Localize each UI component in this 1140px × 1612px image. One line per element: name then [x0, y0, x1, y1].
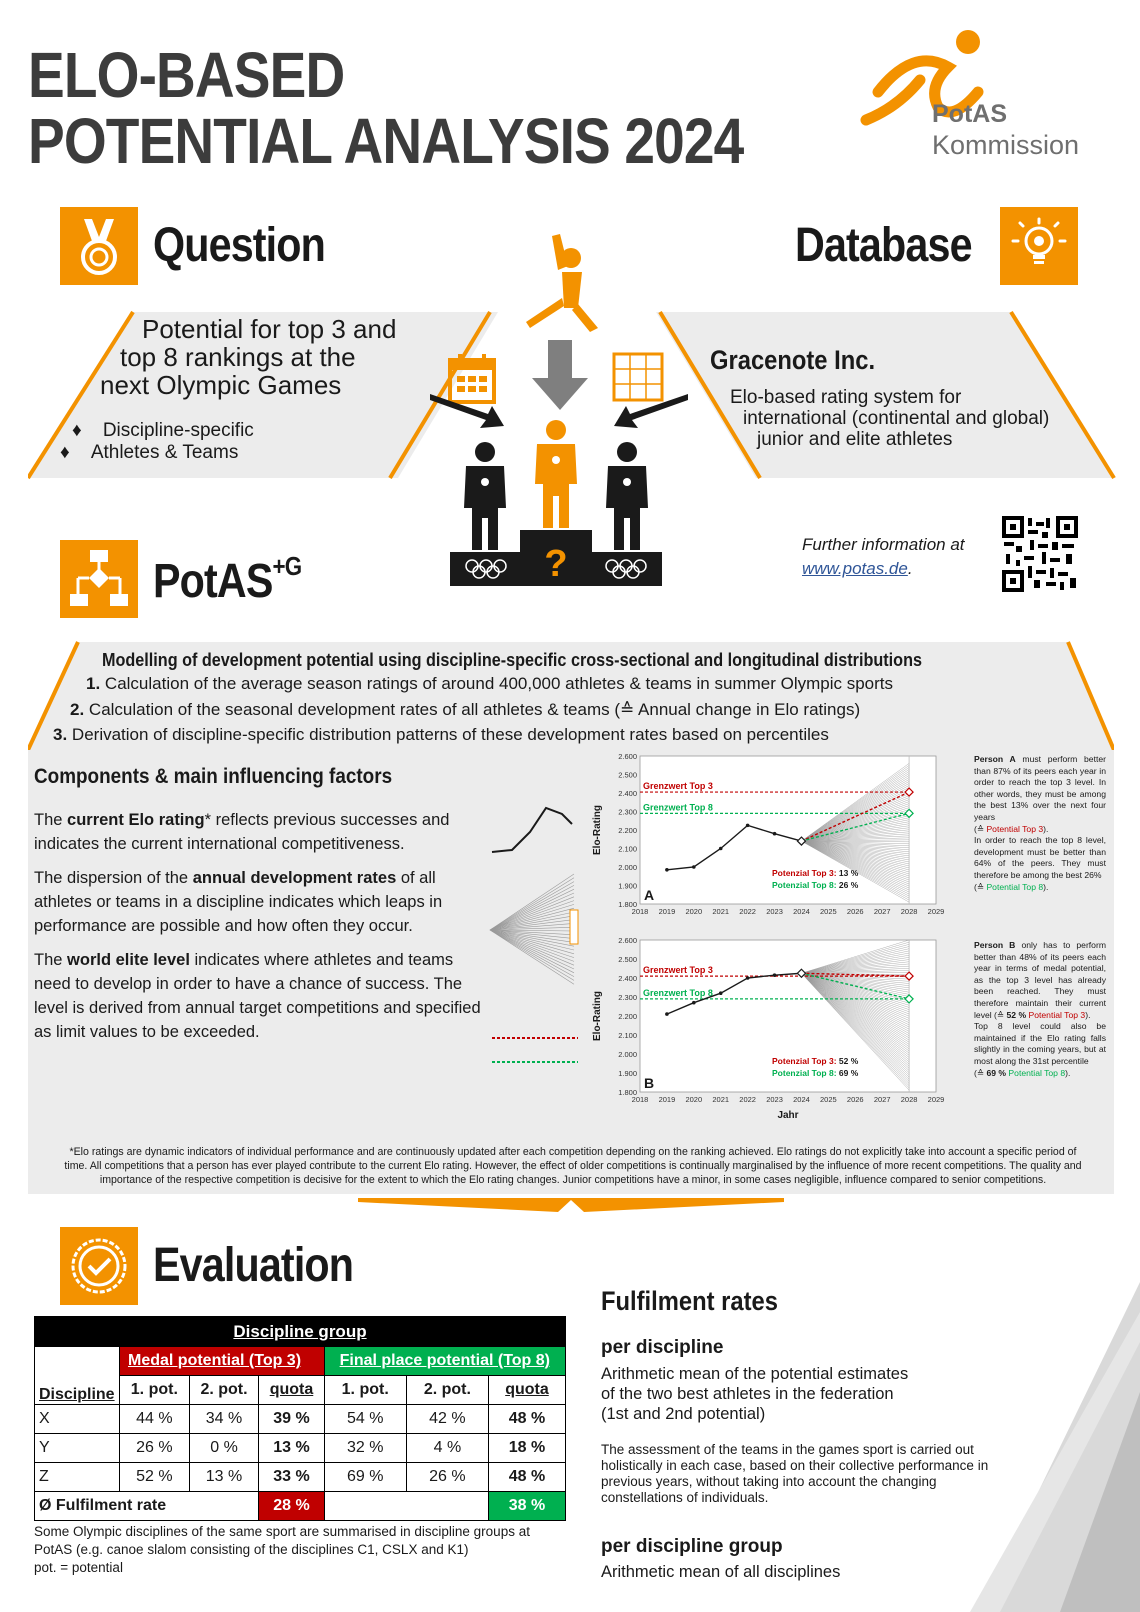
y-tick-label: 2.200 — [618, 826, 637, 835]
number-grid-icon — [614, 354, 662, 400]
cell: 26 % — [120, 1434, 190, 1463]
per-group-text: Arithmetic mean of all disciplines — [601, 1563, 841, 1581]
mini-threshold-icon — [490, 1030, 580, 1070]
cell: 39 % — [259, 1405, 324, 1434]
database-text — [730, 387, 1049, 450]
cell: 32 % — [324, 1434, 406, 1463]
question-line3: next Olympic Games — [100, 370, 342, 400]
database-heading: Database — [795, 219, 972, 272]
discipline-header: Discipline — [35, 1347, 120, 1405]
elo-point — [692, 1001, 696, 1005]
database-company: Gracenote Inc. — [710, 345, 876, 375]
person-b-text — [974, 940, 1106, 1079]
person-a-t2-post: ). — [1043, 823, 1049, 834]
fulfilment-final: 38 % — [488, 1492, 565, 1521]
evaluation-note — [34, 1523, 564, 1577]
page-title — [28, 39, 744, 177]
col-header: quota — [259, 1376, 324, 1405]
cell: 13 % — [189, 1463, 259, 1492]
question-bullets — [60, 420, 254, 464]
potas-heading-main: PotAS — [153, 555, 273, 608]
mini-elo-line-icon — [490, 802, 580, 862]
panel-label: A — [644, 887, 655, 903]
x-tick-label: 2021 — [712, 1095, 730, 1104]
mini-fan-line — [490, 904, 574, 930]
y-tick-label: 2.300 — [618, 807, 637, 817]
cell: 33 % — [259, 1463, 324, 1492]
modelling-heading: Modelling of development potential using discipline-specific cross-sectional and longitudinal distributions — [102, 650, 922, 670]
p1-a: The — [34, 811, 68, 829]
table-row — [35, 1463, 566, 1492]
cell: 52 % — [120, 1463, 190, 1492]
athlete-icon — [526, 234, 598, 332]
person-a-text — [974, 754, 1106, 893]
x-tick-label: 2027 — [873, 1095, 891, 1104]
evaluation-table-wrap — [34, 1316, 566, 1521]
elo-point — [746, 824, 750, 828]
mini-fan-line — [490, 930, 574, 961]
person-b-t1: only has to perform better than 48% of its peers each year in terms of medal potential, as the top 3 level has already been reached. They must therefore maintain their current level (≙ — [974, 940, 1106, 1020]
mini-fan-line — [490, 930, 574, 969]
medal-icon — [68, 215, 130, 277]
components-panel-bottom — [28, 1190, 1114, 1220]
cell: 54 % — [324, 1405, 406, 1434]
cell: 69 % — [324, 1463, 406, 1492]
database-line1: Elo-based rating system for — [730, 387, 962, 408]
step-text: Calculation of the seasonal development rates of all athletes & teams (≙ Annual change in Elo ratings) — [88, 700, 861, 719]
threshold-top8-label: Grenzwert Top 8 — [643, 802, 713, 813]
y-tick-label: 2.000 — [618, 1050, 637, 1059]
footnote: *Elo ratings are dynamic indicators of individual performance and are continuously updated after each competition depending on the ranking achieved. Elo ratings do not explicitly take into account a specific period of time. All competitions that a person has ever played contribute to the current Elo rating. However, the effect of older competitions is continually marginalised by the influence of more recent competitions. The quality and importance of the respective competition is decisive for the extent to which the Elo rating changes. Junior competitions have a minor, in some cases negligible, influence compared to senior competitions. — [64, 1146, 1082, 1186]
person-b-t1-hl: Potential Top 3 — [1026, 1009, 1086, 1020]
y-tick-label: 1.800 — [618, 900, 637, 909]
cell: 48 % — [488, 1405, 565, 1434]
bullet-text: Athletes & Teams — [90, 442, 239, 463]
person-a-t2-hl: Potential Top 3 — [986, 823, 1044, 834]
modelling-step — [70, 700, 860, 720]
mini-fan-line — [490, 930, 574, 954]
y-tick-label: 2.300 — [618, 993, 637, 1002]
potential-top3-label: Potenzial Top 3: 52 % — [772, 1056, 859, 1066]
person-b-t3-pre: (≙ — [974, 1067, 987, 1078]
potas-heading-sup: +G — [272, 551, 302, 581]
x-tick-label: 2020 — [685, 907, 703, 916]
elo-point — [665, 1012, 669, 1016]
podium-question-mark: ? — [544, 543, 568, 585]
lightbulb-icon-box — [1000, 207, 1078, 285]
cell: 13 % — [259, 1434, 324, 1463]
y-axis-label: Elo-Rating — [592, 805, 603, 855]
logo-potas: PotAS — [932, 100, 1007, 128]
evaluation-note1: Some Olympic disciplines of the same sport are summarised in discipline groups at PotAS (e.g. canoe slalom consisting of the disciplines C1, CSLX and K1) — [34, 1524, 530, 1557]
x-tick-label: 2024 — [793, 1095, 810, 1104]
bullet-text: Discipline-specific — [102, 420, 254, 441]
mini-fan-icon — [488, 870, 584, 990]
empty-cell — [324, 1492, 488, 1521]
x-tick-label: 2025 — [820, 1095, 837, 1104]
evaluation-note2: pot. = potential — [34, 1560, 123, 1575]
evaluation-table — [34, 1316, 566, 1521]
person-b-t1-post: ). — [1085, 1009, 1091, 1020]
y-tick-label: 2.400 — [618, 789, 637, 798]
potas-heading — [153, 551, 301, 609]
fulfilment-label: Ø Fulfilment rate — [35, 1492, 259, 1521]
y-tick-label: 2.000 — [618, 863, 637, 872]
x-tick-label: 2018 — [631, 1095, 649, 1104]
x-tick-label: 2022 — [739, 1095, 756, 1104]
elo-point — [746, 976, 750, 980]
person-b-t3-post: ). — [1065, 1067, 1071, 1078]
table-header-row — [35, 1347, 566, 1376]
x-axis-label: Jahr — [777, 1110, 799, 1121]
y-tick-label: 2.500 — [618, 955, 637, 964]
link-dot: . — [907, 559, 913, 578]
cell: 26 % — [406, 1463, 488, 1492]
y-tick-label: 2.200 — [618, 1012, 637, 1021]
threshold-top3-label: Grenzwert Top 3 — [643, 965, 713, 976]
p3-b: world elite level — [67, 951, 190, 969]
step-number: 2. — [70, 700, 85, 719]
potential-top8-label: Potenzial Top 8: 26 % — [772, 880, 859, 890]
question-line2: top 8 rankings at the — [120, 342, 356, 372]
p2-b: annual development rates — [192, 869, 397, 887]
database-line3: junior and elite athletes — [757, 429, 953, 450]
mini-fan-line — [490, 901, 574, 930]
cell: 48 % — [488, 1463, 565, 1492]
cell: Y — [35, 1434, 120, 1463]
cell: 4 % — [406, 1434, 488, 1463]
x-tick-label: 2028 — [900, 1095, 918, 1104]
person-a-t2-pre: (≙ — [974, 823, 987, 834]
person-a-t3: In order to reach the top 8 level, development must be better than 64% of the peers. They must therefore be among the best 26% — [974, 835, 1106, 880]
x-tick-label: 2029 — [927, 907, 945, 916]
person-b-t3-hl: Potential Top 8 — [1006, 1067, 1066, 1078]
down-arrow-icon — [532, 340, 588, 410]
components-text — [34, 808, 482, 1044]
checkmark-badge-icon — [68, 1235, 130, 1297]
potential-top8-value: 69 % — [838, 1068, 859, 1078]
person-b-t1-bold: 52 % — [1006, 1009, 1027, 1020]
question-heading: Question — [153, 219, 326, 272]
modelling-step — [86, 674, 893, 694]
page-title-line1: ELO-BASED — [28, 39, 345, 111]
potential-top8-value: 26 % — [838, 880, 859, 890]
center-graphic — [430, 228, 710, 598]
threshold-top3-label: Grenzwert Top 3 — [643, 781, 713, 792]
cell: 18 % — [488, 1434, 565, 1463]
step-text: Derivation of discipline-specific distribution patterns of these development rates based on percentiles — [71, 725, 829, 744]
person-a-t1: must perform better than 87% of its peers each year in order to reach the top 3 level. In other words, they must be among the best 13% over the next four years — [974, 754, 1106, 822]
per-discipline-text — [601, 1364, 908, 1424]
elo-point — [692, 865, 696, 869]
pd-line1: Arithmetic mean of the potential estimates — [601, 1365, 909, 1383]
chart-b — [592, 932, 952, 1132]
checkmark-badge-icon-box — [60, 1227, 138, 1305]
component-p3 — [34, 948, 482, 1044]
col-header: 1. pot. — [324, 1376, 406, 1405]
table-header-row — [35, 1317, 566, 1347]
lightbulb-icon — [1008, 215, 1070, 277]
p1-b: current Elo rating — [67, 811, 205, 829]
y-tick-label: 1.900 — [618, 1069, 637, 1078]
x-tick-label: 2028 — [900, 907, 918, 916]
flowchart-icon — [68, 548, 130, 610]
mini-fan-line — [490, 930, 574, 965]
elo-point — [719, 991, 723, 995]
person-a-t4-post: ). — [1043, 881, 1049, 892]
elo-point — [773, 832, 777, 836]
p2-c: of all athletes or teams in a discipline indicates which leaps in performance are possible and how often they occur. — [34, 869, 443, 935]
x-tick-label: 2029 — [927, 1095, 945, 1104]
cell: 44 % — [120, 1405, 190, 1434]
cell: Z — [35, 1463, 120, 1492]
x-tick-label: 2018 — [631, 907, 649, 916]
fulfilment-medal: 28 % — [259, 1492, 324, 1521]
x-tick-label: 2019 — [658, 1095, 676, 1104]
col-header: 2. pot. — [189, 1376, 259, 1405]
step-number: 1. — [86, 674, 101, 693]
qr-code-icon[interactable] — [1002, 516, 1078, 592]
mini-fan-box — [570, 910, 578, 944]
panel-label: B — [644, 1075, 655, 1091]
medal-icon-box — [60, 207, 138, 285]
potential-top3-value: 13 % — [838, 868, 859, 878]
components-heading: Components & main influencing factors — [34, 765, 393, 788]
threshold-top8-label: Grenzwert Top 8 — [643, 987, 713, 998]
pd-line2: of the two best athletes in the federation — [601, 1385, 894, 1403]
elo-point — [665, 868, 669, 872]
potas-link[interactable]: www.potas.de — [802, 559, 908, 578]
step-number: 3. — [53, 725, 68, 744]
x-tick-label: 2024 — [793, 907, 810, 916]
p3-c: indicates where athletes and teams need to develop in order to have a chance of success. The level is derived from annual target competitions and specified as limit values to be exceeded. — [34, 951, 481, 1041]
question-text — [60, 315, 396, 399]
cell: 34 % — [189, 1405, 259, 1434]
p3-a: The — [34, 951, 68, 969]
x-tick-label: 2022 — [739, 907, 756, 916]
p2-a: The dispersion of the — [34, 869, 193, 887]
col-header: 2. pot. — [406, 1376, 488, 1405]
y-tick-label: 2.600 — [618, 936, 637, 945]
y-tick-label: 2.100 — [618, 1031, 637, 1040]
y-tick-label: 2.100 — [618, 844, 637, 854]
per-discipline-heading: per discipline — [601, 1337, 724, 1358]
pd-line3: (1st and 2nd potential) — [601, 1405, 766, 1423]
elo-point — [773, 973, 777, 977]
mini-fan-line — [490, 885, 574, 930]
p1-c: * reflects previous successes and indicates the current international competitiveness. — [34, 811, 450, 853]
logo-kommission: Kommission — [932, 130, 1080, 160]
cell: 0 % — [189, 1434, 259, 1463]
final-header: Final place potential (Top 8) — [324, 1347, 565, 1376]
team-note: The assessment of the teams in the games sport is carried out holistically in each case, based on their collective performance in previous years, without taking into account the changing constellations of individuals. — [601, 1442, 989, 1505]
further-info-text: Further information at — [802, 535, 965, 554]
flowchart-icon-box — [60, 540, 138, 618]
x-tick-label: 2027 — [873, 907, 891, 916]
modelling-step — [53, 725, 829, 745]
mini-fan-line — [490, 930, 574, 950]
x-tick-label: 2023 — [766, 907, 783, 916]
col-header: quota — [488, 1376, 565, 1405]
x-tick-label: 2021 — [712, 907, 730, 916]
cell: 42 % — [406, 1405, 488, 1434]
person-a-t4-hl: Potential Top 8 — [986, 881, 1044, 892]
person-b-t3-bold: 69 % — [986, 1067, 1007, 1078]
x-tick-label: 2026 — [846, 907, 864, 916]
question-bullet: ♦ Discipline-specific — [72, 420, 254, 441]
cell: X — [35, 1405, 120, 1434]
evaluation-heading: Evaluation — [153, 1239, 354, 1292]
y-tick-label: 1.900 — [618, 881, 637, 891]
elo-point — [719, 847, 723, 851]
y-tick-label: 2.600 — [618, 752, 637, 761]
page-title-line2: POTENTIAL ANALYSIS 2024 — [28, 105, 744, 177]
group-header: Discipline group — [35, 1317, 566, 1347]
per-group-heading: per discipline group — [601, 1536, 783, 1557]
person-b-t2: Top 8 level could also be maintained if the Elo rating falls slightly in the coming years, but at most along the 31st percentile — [974, 1021, 1106, 1066]
y-tick-label: 2.400 — [618, 974, 637, 983]
x-tick-label: 2020 — [685, 1095, 703, 1104]
component-p1 — [34, 808, 482, 856]
component-p2 — [34, 866, 482, 938]
potential-top8-label: Potenzial Top 8: 69 % — [772, 1068, 859, 1078]
potential-top3-label: Potenzial Top 3: 13 % — [772, 868, 859, 878]
chart-a — [592, 748, 952, 930]
step-text: Calculation of the average season ratings of around 400,000 athletes & teams in summer Olympic sports — [104, 674, 894, 693]
x-tick-label: 2019 — [658, 907, 676, 916]
person-a-t4-pre: (≙ — [974, 881, 987, 892]
fulfilment-heading: Fulfilment rates — [601, 1286, 778, 1316]
potas-logo — [858, 22, 1118, 172]
y-tick-label: 1.800 — [618, 1088, 637, 1097]
medal-header: Medal potential (Top 3) — [120, 1347, 325, 1376]
calendar-icon — [450, 354, 494, 402]
question-line1: Potential for top 3 and — [142, 314, 397, 344]
person-a-name: Person A — [974, 754, 1016, 764]
person-b-name: Person B — [974, 940, 1016, 950]
question-bullet: ♦ Athletes & Teams — [60, 442, 239, 463]
database-line2: international (continental and global) — [743, 408, 1050, 429]
mini-fan-line — [490, 889, 574, 930]
further-info — [802, 533, 965, 581]
mini-fan-line — [490, 878, 574, 930]
x-tick-label: 2025 — [820, 907, 837, 916]
col-header: 1. pot. — [120, 1376, 190, 1405]
table-row — [35, 1434, 566, 1463]
x-tick-label: 2023 — [766, 1095, 783, 1104]
y-tick-label: 2.500 — [618, 770, 637, 780]
fulfilment-row — [35, 1492, 566, 1521]
y-axis-label: Elo-Rating — [592, 991, 603, 1041]
x-tick-label: 2026 — [846, 1095, 864, 1104]
potential-top3-value: 52 % — [838, 1056, 859, 1066]
table-row — [35, 1405, 566, 1434]
